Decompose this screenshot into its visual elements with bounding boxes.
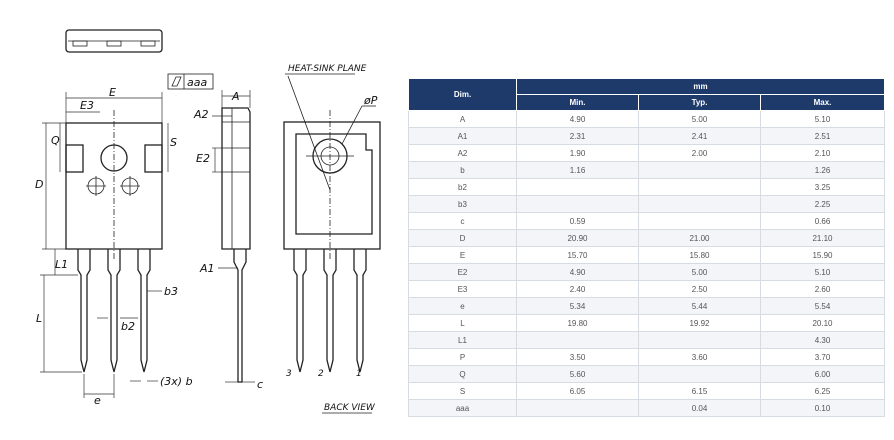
typ-cell: 0.04 (639, 400, 761, 417)
typ-cell: 15.80 (639, 247, 761, 264)
min-cell (517, 332, 639, 349)
table-row (409, 247, 885, 264)
aaa-label: aaa (187, 76, 208, 89)
table-row (409, 366, 885, 383)
dim-cell: c (409, 213, 517, 230)
table-row (409, 162, 885, 179)
unit-header: mm (517, 79, 885, 95)
typ-cell: 21.00 (639, 230, 761, 247)
Q-label: Q (51, 134, 60, 147)
side-view (193, 90, 263, 391)
max-cell: 21.10 (761, 230, 885, 247)
typ-cell: 6.15 (639, 383, 761, 400)
min-cell: 3.50 (517, 349, 639, 366)
b2-label: b2 (121, 320, 135, 333)
dim-cell: S (409, 383, 517, 400)
max-cell: 2.51 (761, 128, 885, 145)
dimensions-table (408, 78, 885, 417)
dim-cell: E2 (409, 264, 517, 281)
max-cell: 5.10 (761, 111, 885, 128)
typ-header: Typ. (639, 95, 761, 111)
table-row (409, 111, 885, 128)
3x-b-label: (3x) b (160, 375, 193, 388)
E-label: E (109, 86, 116, 99)
min-cell: 1.16 (517, 162, 639, 179)
table-row (409, 213, 885, 230)
back-view-label: BACK VIEW (324, 403, 375, 413)
typ-cell: 5.44 (639, 298, 761, 315)
max-cell: 1.26 (761, 162, 885, 179)
dim-header: Dim. (409, 79, 517, 111)
package-outline-drawing (0, 0, 400, 440)
A-label: A (232, 90, 240, 103)
typ-cell: 5.00 (639, 264, 761, 281)
E2-label: E2 (196, 152, 210, 165)
max-cell: 0.66 (761, 213, 885, 230)
typ-cell: 19.92 (639, 315, 761, 332)
max-cell: 3.70 (761, 349, 885, 366)
typ-cell (639, 162, 761, 179)
max-cell: 15.90 (761, 247, 885, 264)
max-cell: 2.60 (761, 281, 885, 298)
dim-cell: L1 (409, 332, 517, 349)
dim-cell: b3 (409, 196, 517, 213)
min-cell (517, 179, 639, 196)
dim-cell: E3 (409, 281, 517, 298)
min-cell (517, 196, 639, 213)
max-cell: 4.30 (761, 332, 885, 349)
dim-cell: P (409, 349, 517, 366)
max-cell: 3.25 (761, 179, 885, 196)
max-cell: 0.10 (761, 400, 885, 417)
dim-cell: L (409, 315, 517, 332)
min-cell: 2.40 (517, 281, 639, 298)
pin-2-label: 2 (318, 369, 324, 379)
c-label: c (257, 378, 264, 391)
min-header: Min. (517, 95, 639, 111)
typ-cell (639, 213, 761, 230)
table-row (409, 332, 885, 349)
typ-cell (639, 366, 761, 383)
min-cell: 19.80 (517, 315, 639, 332)
front-view (35, 86, 193, 407)
min-cell: 15.70 (517, 247, 639, 264)
dim-cell: E (409, 247, 517, 264)
A2-label: A2 (194, 108, 209, 121)
A1-label: A1 (200, 262, 215, 275)
S-label: S (170, 136, 177, 149)
dim-cell: e (409, 298, 517, 315)
max-cell: 6.00 (761, 366, 885, 383)
dim-cell: aaa (409, 400, 517, 417)
min-cell: 2.31 (517, 128, 639, 145)
table-row (409, 298, 885, 315)
max-cell: 6.25 (761, 383, 885, 400)
max-cell: 2.25 (761, 196, 885, 213)
min-cell: 5.60 (517, 366, 639, 383)
min-cell (517, 400, 639, 417)
dim-cell: A1 (409, 128, 517, 145)
dim-cell: Q (409, 366, 517, 383)
table-row (409, 196, 885, 213)
max-header: Max. (761, 95, 885, 111)
min-cell: 1.90 (517, 145, 639, 162)
min-cell: 4.90 (517, 111, 639, 128)
table-row (409, 400, 885, 417)
min-cell: 0.59 (517, 213, 639, 230)
top-view (66, 30, 162, 52)
typ-cell: 3.60 (639, 349, 761, 366)
typ-cell (639, 332, 761, 349)
e-label: e (94, 394, 101, 407)
max-cell: 20.10 (761, 315, 885, 332)
L-label: L (36, 312, 43, 325)
max-cell: 5.54 (761, 298, 885, 315)
min-cell: 20.90 (517, 230, 639, 247)
dim-cell: b (409, 162, 517, 179)
typ-cell (639, 196, 761, 213)
phi-P-label: øP (364, 94, 378, 107)
dim-cell: A (409, 111, 517, 128)
back-view (284, 64, 380, 413)
min-cell: 6.05 (517, 383, 639, 400)
E3-label: E3 (80, 99, 94, 112)
typ-cell: 2.00 (639, 145, 761, 162)
table-row (409, 264, 885, 281)
b3-label: b3 (164, 285, 178, 298)
min-cell: 5.34 (517, 298, 639, 315)
typ-cell: 2.41 (639, 128, 761, 145)
dim-cell: A2 (409, 145, 517, 162)
typ-cell: 2.50 (639, 281, 761, 298)
table-row (409, 383, 885, 400)
flatness-tolerance-frame (168, 74, 213, 89)
table-row (409, 349, 885, 366)
dim-cell: b2 (409, 179, 517, 196)
table-row (409, 145, 885, 162)
dim-cell: D (409, 230, 517, 247)
table-row (409, 179, 885, 196)
pin-1-label: 1 (356, 369, 362, 379)
table-row (409, 281, 885, 298)
L1-label: L1 (55, 258, 69, 271)
pin-3-label: 3 (286, 369, 292, 379)
heat-sink-plane-label: HEAT-SINK PLANE (288, 64, 367, 74)
max-cell: 2.10 (761, 145, 885, 162)
max-cell: 5.10 (761, 264, 885, 281)
typ-cell: 5.00 (639, 111, 761, 128)
table-row (409, 230, 885, 247)
min-cell: 4.90 (517, 264, 639, 281)
table-row (409, 128, 885, 145)
typ-cell (639, 179, 761, 196)
table-row (409, 315, 885, 332)
D-label: D (35, 178, 44, 191)
